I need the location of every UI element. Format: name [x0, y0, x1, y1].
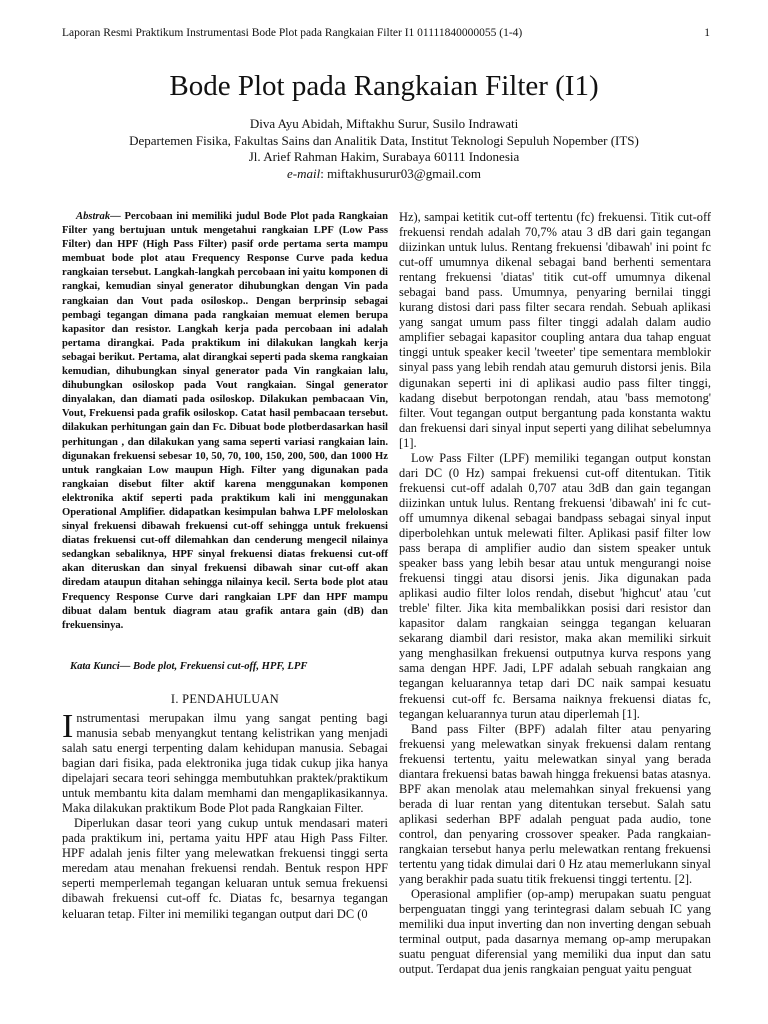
section-heading: I. PENDAHULUAN — [170, 691, 280, 706]
author-block — [0, 116, 768, 182]
drop-cap: I — [62, 707, 74, 745]
affiliation: Departemen Fisika, Fakultas Sains dan Analitik Data, Institut Teknologi Sepuluh Nopember (ITS) — [129, 132, 639, 148]
left-column — [62, 210, 388, 922]
email-address: : miftakhusurur03@gmail.com — [320, 165, 481, 181]
abstract-text: — Percobaan ini memiliki judul Bode Plot pada Rangkaian Filter yang bertujuan untuk mengetahui rangkaian LPF (Low Pass Filter) dan HPF (High Pass Filter) pasif orde pertama serta mampu membuat bode plot atau Frequency Response Curve pada kedua rangkaian tersebut. Langkah-langkah percobaan ini yaitu komponen di rangkai, kemudian sinyal generator dihubungkan dengan Vin pada rangkaian dan Vout pada osiloskop.. Dengan berprinsip sebagai pembagi tegangan dimana pada rangkaian memuat elemen berupa kapasitor dan resistor. Langkah kerja pada percobaan ini adalah pertama dirangkai. Pada praktikum ini dilakukan langkah kerja sebagai berikut. Pertama, alat dirangkai seperti pada skema rangkaian kemudian, dihubungkan sinyal generator pada Vin rangkaian lalu, dihubungkan osiloskop pada Vout rangkaian. Singal generator dinyalakan, dan diamati pada osiloskop. Dilakukan pembacaan Vin, Vout, Frekuensi pada grafik osiloskop. Catat hasil pembacaan tersebut. dilakukan perhitungan gain dan Fc. Dibuat bode plotberdasarkan hasil perhitungan , dan dilakukan yang sama seperti variasi rangkaian lain. digunakan frekuensi sebesar 10, 50, 70, 100, 150, 200, 500, dan 1000 Hz untuk rangkaian Low maupun High. Filter yang digunakan pada rangkaian disebut filter aktif karena menggunakan komponen elektronika aktif seperti pada praktikum kali ini menggunakan Operational Amplifier. didapatkan kesimpulan bahwa LPF meloloskan sinyal frekuensi dibawah frekuensi cut-off sehingga untuk frekuensi diatas frekuensi cut-off dilemahkan dan cenderung mengecil nilainya sedangkan sebaliknya, HPF sinyal frekuensi diatas frekuensi cut-off akan diteruskan dan sinyal frekuensi dibawah sinar cut-off akan diredam ataupun ditahan sehingga nilainya kecil. Serta bode plot atau Frequency Response Curve dari rangkaian LPF dan HPF mampu dibuat dalam bentuk diagram atau grafik antara gain (dB) dan frekuensinya. — [62, 211, 388, 631]
keywords: Kata Kunci— Bode plot, Frekuensi cut-off, HPF, LPF — [70, 660, 308, 672]
intro-paragraph-1-text: nstrumentasi merupakan ilmu yang sangat penting bagi manusia sebab menyangkut tentang kelistrikan yang menjadi salah satu energi terpenting dalam kehidupan manusia. Sebagai bagian dari fisika, pada elektronika juga tidak cukup jika hanya dipelajari secara teori sehingga membutuhkan praktek/praktikum untuk membantu kita dalam memhami dan mengaplikasikannya. Maka dilakukan praktikum Bode Plot pada Rangkaian Filter. — [62, 710, 388, 816]
abstract-label: Abstrak — [76, 211, 111, 222]
hpf-paragraph: Hz), sampai ketitik cut-off tertentu (fc) frekuensi. Titik cut-off frekuensi rendah adalah 70,7% atau 3 dB dari gain tegangan diizinkan untuk lulus. Rentang frekuensi 'dibawah' ini point fc cut-off umumnya dikenal sebagai band berhenti sementara rentang frekuensi 'diatas' titik cut-off umumnya dikenal sebagai band pass. Umumnya, penyaring bernilai tinggi kurang distosi dari pass filter secara rendah. Sebuah aplikasi yang sangat umum pass filter tinggi adalah dalam audio amplifier sebagai kapasitor coupling antara dua tahap enguat tinggi untuk speaker kecil 'tweeter' tipe sementara memblokir sinyal pass yang lebih rendah atau gemuruh distorsi jenis. Bila digunakan seperti ini di aplikasi audio pass filter tinggi, kadang disebut berpotongan rendah, atau 'bass memotong' filter. Vout tegangan output bergantung pada konstanta waktu dan frekuensi dari sinyal input seperti yang dilihat sebelumnya [1]. — [399, 210, 711, 450]
lpf-paragraph: Low Pass Filter (LPF) memiliki tegangan output konstan dari DC (0 Hz) sampai frekuensi cut-off ditentukan. Titik frekuensi cut-off adalah 0,707 atau 3dB dan gain tegangan diizinkan untuk lulus. Rentang frekuensi 'dibawah' ini fc cut-off umumnya dikenal sebagai bandpass sebagai sinyal input diperbolehkan untuk melewati filter. Aplikasi pasif filter low pass berapa di amplifier audio dan sistem speaker untuk speaker bass yang lebih besar atau untuk mengurangi noise frekuensi tinggi atau disorsi jenis. Jika digunakan pada aplikasi audio filter lolos rendah, disebut 'highcut' atau 'cut treble' filter. Jika kita membalikkan posisi dari resistor dan kapasitor dalam rangkaian seingga tegangan keluaran sekarang diambil dari resistor, maka akan memiliki sirkuit yang menghasilkan frekuensi outputnya kurva respons yang sama dengan HPF. Jadi, LPF adalah sebuah rangkaian ang tegangan keluarannya tetap dari DC naik sampai kesuatu frekuensi cut-off fc. Bersama naiknya frekuensi diatas fc, tegangan keluarannya turun atau diperlemah [1]. — [399, 450, 711, 721]
running-header — [62, 27, 710, 39]
right-column — [399, 210, 711, 977]
intro-paragraph-2: Diperlukan dasar teori yang cukup untuk mendasari materi pada praktikum ini, pertama yaitu HPF atau High Pass Filter. HPF adalah jenis filter yang melewatkan frekuensi tinggi serta meredam atau menahan frekuensi rendah. Bentuk respon HPF seperti memperlemah tegangan keluaran untuk semua frekuensi dibawah frekuensi cut-off fc. Diatas fc, besarnya tegangan keluaran tetap. Filter ini memiliki tegangan output dari DC (0 — [62, 816, 388, 921]
page-number: 1 — [704, 27, 710, 39]
email-line — [0, 166, 768, 183]
author-names: Diva Ayu Abidah, Miftakhu Surur, Susilo Indrawati — [249, 116, 519, 131]
opamp-paragraph: Operasional amplifier (op-amp) merupakan suatu penguat berpenguatan tinggi yang terintegrasi dalam sebuah IC yang memiliki dua input inverting dan non inverting dengan sebuah terminal output, pada dasarnya memang op-amp merupakan suatu penguat diferensial yang memiliki dua input dan satu output. Terdapat dua jenis rangkaian penguat yaitu penguat — [399, 887, 711, 977]
bpf-paragraph: Band pass Filter (BPF) adalah filter atau penyaring frekuensi yang melewatkan sinyak frekuensi dalam rentang frekuensi tertentu, yaitu melewatkan sinyal yang berada diantara frekuensi batas bawah hingga frekuensi batas atasnya. BPF akan menolak atau melemahkan sinyal frekuensi yang berada di luar rentan yang ditentukan tersebut. Salah satu aplikasi sederhan BPF adalah penguat pada audio, tone control, dan penyaring crossover speaker. Pada rangkaian-rangkaian tersebut hanya perlu melewatkan rentang frekuensi tertentu yang tidak dimulai dari 0 Hz atau memerlukann sinyal yang berakhir pada suatu titik frekuensi tinggi tertentu. [2]. — [399, 721, 711, 887]
email-label: e-mail — [287, 165, 321, 181]
abstract — [62, 210, 388, 633]
running-title: Laporan Resmi Praktikum Instrumentasi Bode Plot pada Rangkaian Filter I1 01111840000055 (1-4) — [62, 27, 523, 39]
address: Jl. Arief Rahman Hakim, Surabaya 60111 Indonesia — [248, 149, 520, 164]
paper-title: Bode Plot pada Rangkaian Filter (I1) — [169, 70, 599, 102]
intro-paragraph-1 — [62, 707, 388, 816]
